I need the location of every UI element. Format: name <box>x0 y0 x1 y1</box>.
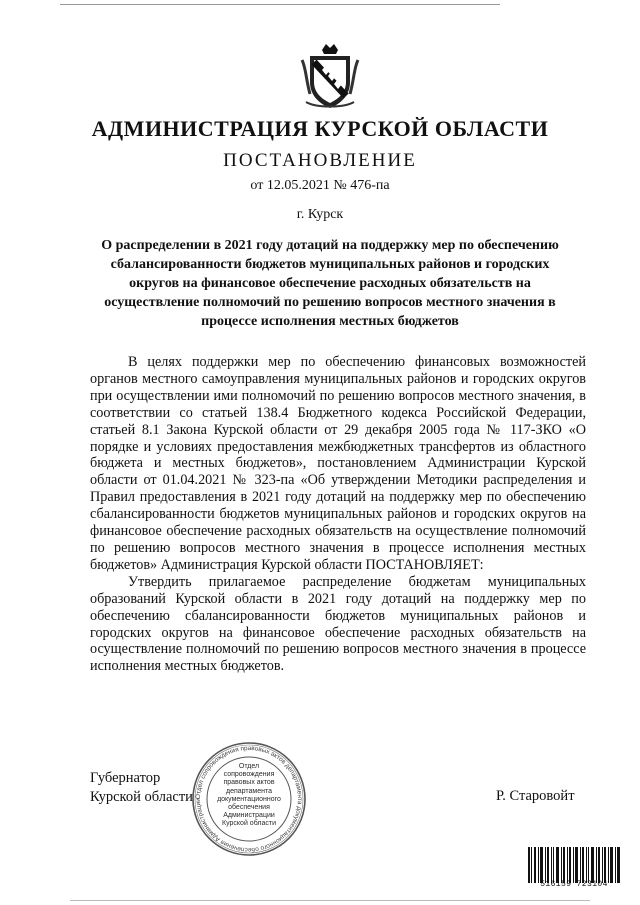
top-scan-edge <box>60 4 500 5</box>
stamp-line: департамента <box>225 787 272 795</box>
stamp-line: обеспечения <box>228 804 270 812</box>
stamp-center-text <box>213 763 285 829</box>
coat-of-arms-icon <box>300 40 360 112</box>
signatory-position <box>90 769 193 807</box>
document-city: г. Курск <box>296 207 344 222</box>
signatory-name: Р. Старовойт <box>496 788 575 804</box>
barcode-image <box>528 847 620 883</box>
stamp-line: Администрации <box>223 812 275 820</box>
signatory-position-line-1: Губернатор <box>90 770 161 786</box>
document-body <box>90 354 586 675</box>
stamp-line: документационного <box>217 795 281 803</box>
body-paragraph-1: В целях поддержки мер по обеспечению финансовых возможностей органов местного самоуправления муниципальных районов и городских округов при осуществлении ими полномочий по решению вопросов местного значения, в соответствии со статьей 138.4 Бюджетного кодекса Российской Федерации, статьей 8.1 Закона Курской области от 29 декабря 2005 года № 117-ЗКО «О порядке и условиях предоставления межбюджетных трансфертов из областного бюджета и местных бюджетов», постановлением Администрации Курской области от 01.04.2021 № 323-па «Об утверждении Методики распределения и Правил предоставления в 2021 году дотаций на поддержку мер по обеспечению сбалансированности бюджетов муниципальных районов и городских округов на финансовое обеспечение расходных обязательств на осуществление полномочий по решению вопросов местного значения в процессе исполнения местных бюджетов» Администрация Курской области ПОСТАНОВЛЯЕТ: <box>90 354 586 573</box>
stamp-line: правовых актов <box>223 779 275 787</box>
body-paragraph-2: Утвердить прилагаемое распределение бюджетам муниципальных образований Курской области в 2021 году дотаций на поддержку мер по обеспечению сбалансированности бюджетов муниципальных районов и городских округов на финансовое обеспечение расходных обязательств на осуществление полномочий по решению вопросов местного значения в процессе исполнения местных бюджетов. <box>90 573 586 675</box>
stamp-line: Отдел <box>238 763 260 770</box>
document-date-number: от 12.05.2021 № 476-па <box>250 178 390 193</box>
stamp-line: Курской области <box>222 820 276 828</box>
document-subject: О распределении в 2021 году дотаций на поддержку мер по обеспечению сбалансированности бюджетов муниципальных районов и городских округов на финансовое обеспечение расходных обязательств на осуществление полномочий по решению вопросов местного значения в процессе исполнения местных бюджетов <box>101 238 559 329</box>
bottom-scan-edge <box>70 900 590 901</box>
barcode-number: 516159 723104 <box>540 880 608 889</box>
signatory-position-line-2: Курской области <box>90 789 193 805</box>
document-type: ПОСТАНОВЛЕНИЕ <box>223 150 417 171</box>
stamp-ring-text: Отдел сопровождения правовых актов департамента документационного обеспечения Администрации <box>194 744 304 854</box>
stamp-line: сопровождения <box>223 771 275 779</box>
organization-title: АДМИНИСТРАЦИЯ КУРСКОЙ ОБЛАСТИ <box>91 116 549 141</box>
